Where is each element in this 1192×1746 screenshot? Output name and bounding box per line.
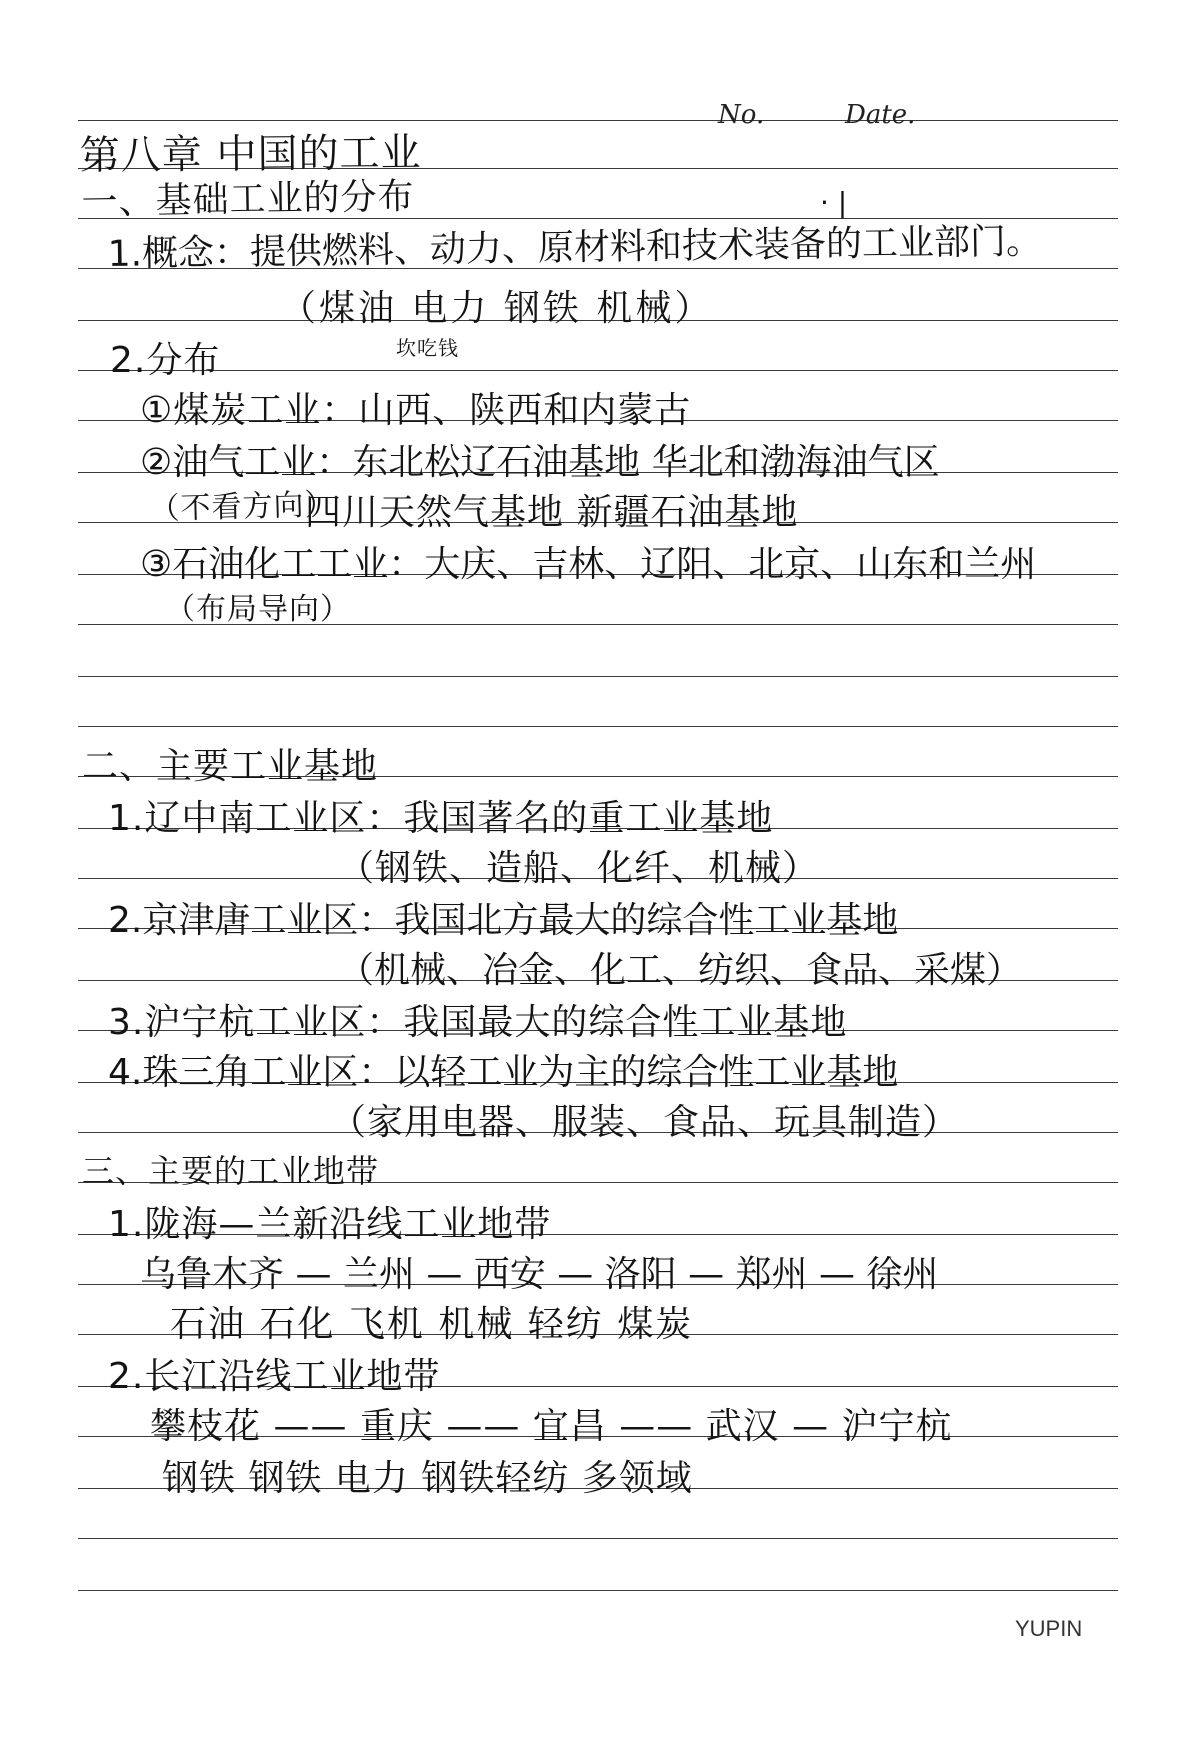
ruled-line xyxy=(78,726,1118,727)
belt-industries: 钢铁 钢铁 电力 钢铁轻纺 多领域 xyxy=(162,1458,693,1499)
belt-cities: 攀枝花 —— 重庆 —— 宜昌 —— 武汉 — 沪宁杭 xyxy=(150,1406,953,1447)
no-label: No. xyxy=(718,100,765,130)
petrochem-note: （布局导向） xyxy=(165,592,351,627)
concept-line: 1.概念：提供燃料、动力、原材料和技术装备的工业部门。 xyxy=(107,220,1043,276)
coal-line: ①煤炭工业：山西、陕西和内蒙古 xyxy=(140,390,692,431)
base-line: 3.沪宁杭工业区：我国最大的综合性工业基地 xyxy=(108,1002,848,1043)
oil-gas-line: ②油气工业：东北松辽石油基地 华北和渤海油气区 xyxy=(140,442,940,483)
base-line: 4.珠三角工业区：以轻工业为主的综合性工业基地 xyxy=(108,1052,899,1093)
belt-cities: 乌鲁木齐 — 兰州 — 西安 — 洛阳 — 郑州 — 徐州 xyxy=(140,1254,939,1295)
base-line: 1.辽中南工业区：我国著名的重工业基地 xyxy=(108,798,774,839)
base-note: （钢铁、造船、化纤、机械） xyxy=(338,848,820,889)
ruled-line xyxy=(78,1538,1118,1539)
concept-note: 坎吃钱 xyxy=(396,336,459,360)
petrochem-line: ③石油化工工业：大庆、吉林、辽阳、北京、山东和兰州 xyxy=(140,544,1037,585)
belt-line: 1.陇海—兰新沿线工业地带 xyxy=(108,1204,552,1245)
belt-line: 2.长江沿线工业地带 xyxy=(108,1356,441,1397)
base-line: 2.京津唐工业区：我国北方最大的综合性工业基地 xyxy=(108,900,899,941)
ruled-line xyxy=(78,370,1118,371)
ruled-line xyxy=(78,676,1118,677)
oil-gas-line-2: 四川天然气基地 新疆石油基地 xyxy=(305,492,799,533)
section-heading: 三、主要的工业地带 xyxy=(82,1152,380,1190)
date-label: Date. xyxy=(845,100,916,130)
distribution-heading: 2.分布 xyxy=(110,340,221,381)
oil-gas-note: （不看方向） xyxy=(149,487,336,528)
base-note: （机械、冶金、化工、纺织、食品、采煤） xyxy=(338,950,1023,991)
page-title: 第八章 中国的工业 xyxy=(79,130,422,180)
ruled-line xyxy=(78,1590,1118,1591)
base-note: （家用电器、服装、食品、玩具制造） xyxy=(330,1102,960,1143)
stray-mark: · | xyxy=(820,186,848,219)
ruled-line xyxy=(78,120,1118,121)
section-heading: 二、主要工业基地 xyxy=(82,746,379,787)
concept-examples: （煤油 电力 钢铁 机械） xyxy=(280,288,714,329)
belt-industries: 石油 石化 飞机 机械 轻纺 煤炭 xyxy=(170,1304,694,1345)
watermark: YUPIN xyxy=(1015,1616,1083,1641)
section-heading: 一、基础工业的分布 xyxy=(81,176,415,224)
